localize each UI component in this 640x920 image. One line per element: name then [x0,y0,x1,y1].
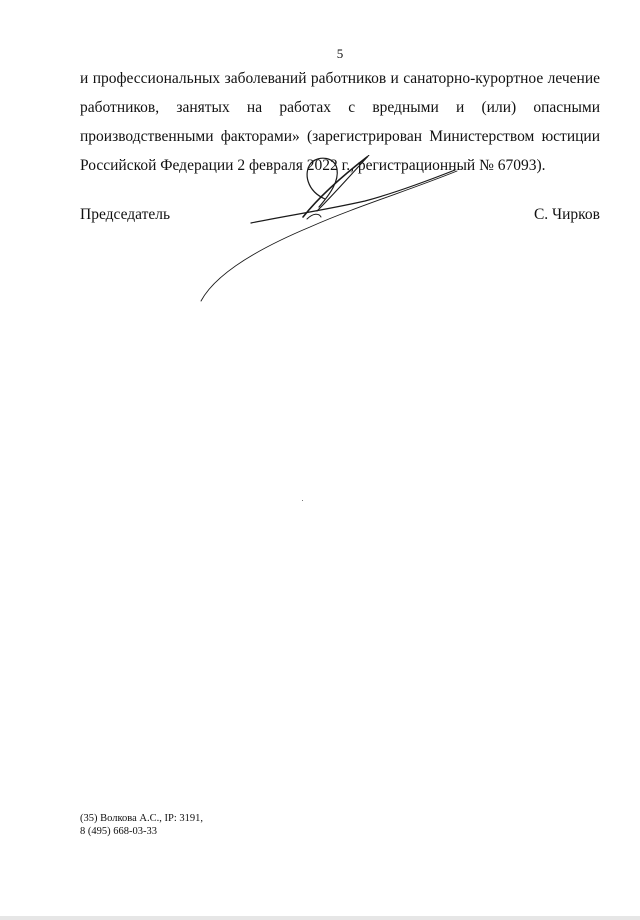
footer-contact-line-2: 8 (495) 668-03-33 [80,826,157,837]
footer-contact-line-1: (35) Волкова А.С., IP: 3191, [80,813,203,824]
body-line-1: и профессиональных заболеваний работников и санаторно-курортное лечение [80,70,600,87]
footer-contact [80,812,203,838]
page-number: 5 [336,46,344,61]
body-line-4: Российской Федерации 2 февраля 2022 г., регистрационный № 67093). [80,157,546,174]
chairman-title: Председатель [80,206,171,223]
body-line-2: работников, занятых на работах с вредными и (или) опасными [80,99,600,116]
scan-bottom-edge [0,916,640,920]
chairman-name: С. Чирков [533,206,600,223]
body-line-3: производственными факторами» (зарегистрирован Министерством юстиции [80,128,600,145]
scan-speck [302,500,303,501]
handwritten-signature [195,155,465,305]
